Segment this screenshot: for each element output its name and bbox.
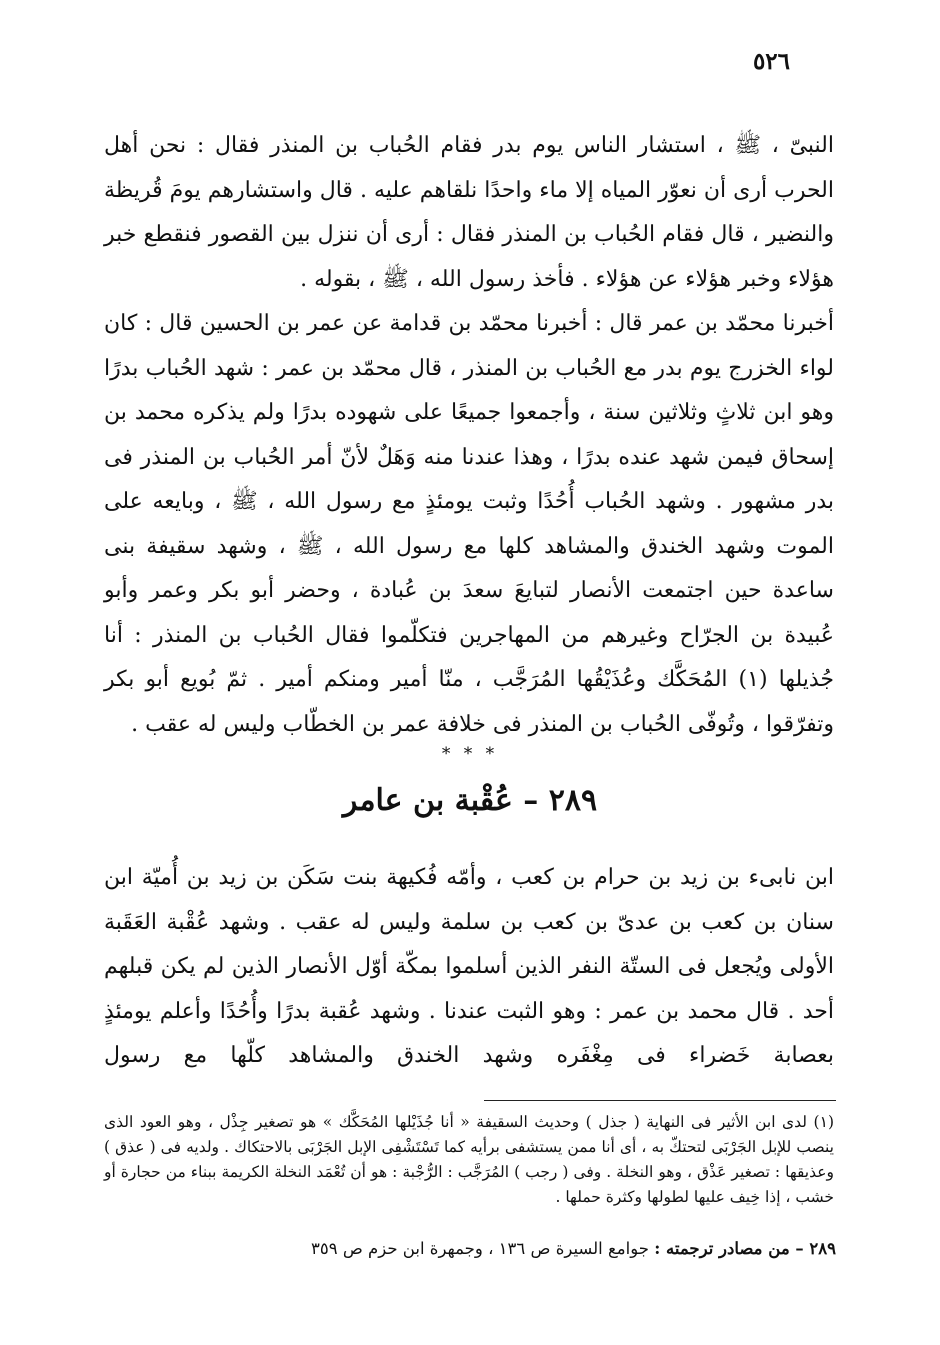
source-note-label: ٢٨٩ – من مصادر ترجمته :: [654, 1239, 836, 1258]
source-note: [106, 1236, 836, 1262]
section-title-uqba: ٢٨٩ – عُقْبة بن عامر: [342, 783, 598, 818]
page-number: ٥٢٦: [752, 48, 790, 75]
section-separator: * * *: [441, 744, 499, 764]
footnote-divider: [484, 1100, 836, 1101]
footnote-1: (١) لدى ابن الأثير فى النهاية ( جذل ) وحديث السقيفة « أنا جُذَيْلها المُحَكَّك » هو تصغير جِذْل ، وهو العود الذى ينصب للإبل الجَرْبَى لتحتكّ به ، أى أنا ممن يستشفى برأيه كما تَسْتَشْفِى الإبل الجَرْبَى بالاحتكاك . ولديه فى ( عذق ) وعذيقها : تصغير عَذْق ، وهو النخلة . وفى ( رجب ) المُرَجَّب : الرُّجْبة : هو أن تُعْمَد النخلة الكريمة ببناء من حجارة أو خشب ، إذا خِيف عليها لطولها وكثرة حملها .: [104, 1113, 834, 1206]
source-note-text: جوامع السيرة ص ١٣٦ ، وجمهرة ابن حزم ص ٣٥٩: [311, 1239, 655, 1258]
section-hubab-continued: [104, 124, 834, 747]
paragraph-uqba-biography: ابن نابىء بن زيد بن حرام بن كعب ، وأمّه فُكيهة بنت سَكَن بن زيد بن أُميّة ابن سنان بن كعب بن عدىّ بن كعب بن سلمة وليس له عقب . وشهد عُقْبة العَقَبة الأولى ويُجعل فى الستّة النفر الذين أسلموا بمكّة أوّل الأنصار الذين لم يكن قبلهم أحد . قال محمد بن عمر : وهو الثبت عندنا . وشهد عُقبة بدرًا وأُحُدًا وأعلم يومئذٍ بعصابة خَضراء فى مِغْفَره وشهد الخندق والمشاهد كلّها مع رسول: [104, 865, 834, 1068]
paragraph-consultation: النبىّ ، ﷺ ، استشار الناس يوم بدر فقام الحُباب بن المنذر فقال : نحن أهل الحرب أرى أن نعوّر المياه إلا ماء واحدًا نلقاهم عليه . قال واستشارهم يومَ قُريظة والنضير ، قال فقام الحُباب بن المنذر فقال : أرى أن ننزل بين القصور فنقطع خبر هؤلاء وخبر هؤلاء عن هؤلاء . فأخذ رسول الله ، ﷺ ، بقوله .: [104, 133, 834, 292]
paragraph-hubab-biography: أخبرنا محمّد بن عمر قال : أخبرنا محمّد بن قدامة عن عمر بن الحسين قال : كان لواء الخزرج يوم بدر مع الحُباب بن المنذر ، قال محمّد بن عمر : شهد الحُباب بدرًا وهو ابن ثلاثٍ وثلاثين سنة ، وأجمعوا جميعًا على شهوده بدرًا ولم يذكره محمد بن إسحاق فيمن شهد عنده بدرًا ، وهذا عندنا منه وَهَلٌ لأنّ أمر الحُباب بن المنذر فى بدر مشهور . وشهد الحُباب أُحُدًا وثبت يومئذٍ مع رسول الله ، ﷺ ، وبايعه على الموت وشهد الخندق والمشاهد كلها مع رسول الله ، ﷺ ، وشهد سقيفة بنى ساعدة حين اجتمعت الأنصار لتبايعَ سعدَ بن عُبادة ، وحضر أبو بكر وعمر وأبو عُبيدة بن الجرّاح وغيرهم من المهاجرين فتكلّموا فقال الحُباب بن المنذر : أنا جُذيلها (١) المُحَكَّك وعُذَيْقُها المُرَجَّب ، منّا أمير ومنكم أمير . ثمّ بُويع أبو بكر وتفرّقوا ، وتُوفّى الحُباب بن المنذر فى خلافة عمر بن الخطّاب وليس له عقب .: [104, 311, 834, 737]
